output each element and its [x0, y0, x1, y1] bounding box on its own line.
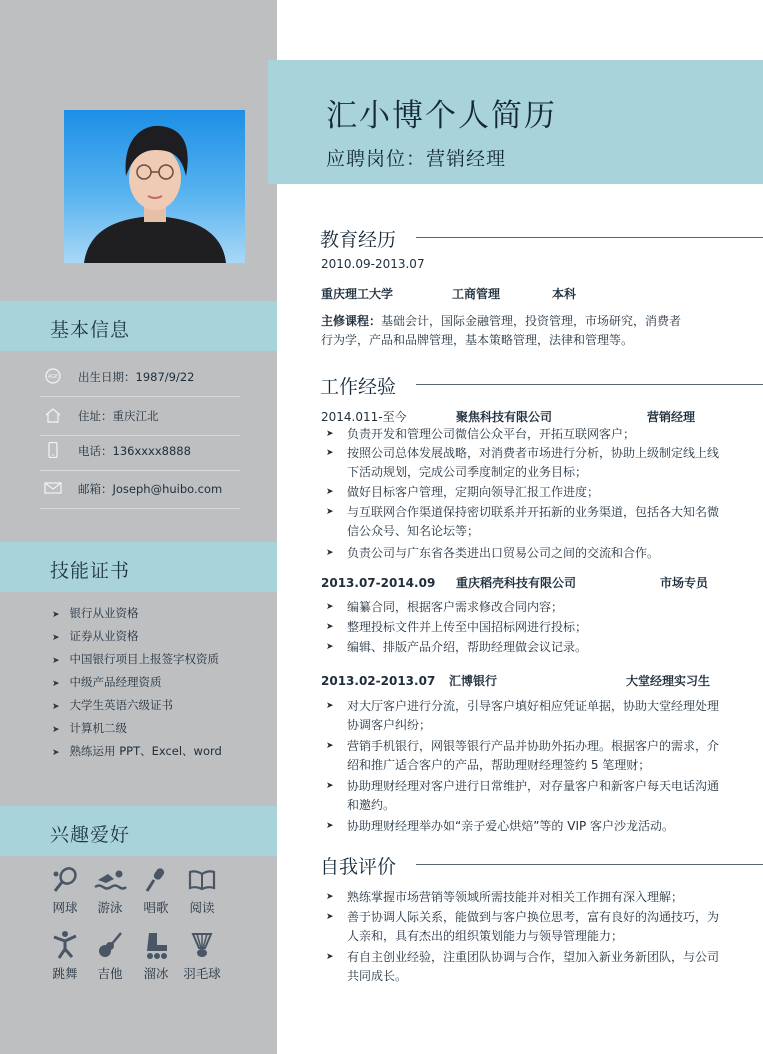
job-duty: ➤ 编辑、排版产品介绍，帮助经理做会议记录。	[326, 640, 588, 654]
email-text: 邮箱：Joseph@huibo.com	[78, 482, 223, 496]
tennis-icon	[51, 866, 79, 894]
section-divider	[416, 384, 763, 385]
hobby-label: 吉他	[97, 966, 123, 981]
basic-info-band	[0, 301, 277, 351]
job-company: 汇博银行	[449, 674, 498, 688]
hobby-guitar	[90, 930, 130, 982]
section-divider	[416, 864, 763, 865]
email-icon	[44, 480, 62, 496]
self-eval-item: ➤ 善于协调人际关系，能做到与客户换位思考，富有良好的沟通技巧，为人亲和，具有杰出的组织策划能力与领导管理能力；	[326, 910, 720, 943]
hobby-label: 网球	[52, 900, 78, 915]
swimming-icon	[93, 866, 127, 894]
self-eval-title: 自我评价	[320, 856, 397, 878]
courses-line2: 行为学，产品和品牌管理，基本策略管理，法律和管理等。	[321, 333, 634, 347]
email-row	[40, 476, 240, 509]
hobby-label: 阅读	[189, 900, 215, 915]
hobby-label: 羽毛球	[183, 966, 221, 981]
job-duty: ➤ 按照公司总体发展战略，对消费者市场进行分析，协助上级制定线上线下活动规划，完成公司季度制定的业务目标；	[326, 446, 720, 479]
job-company: 重庆稻壳科技有限公司	[456, 576, 577, 590]
education-title: 教育经历	[320, 229, 397, 251]
job-role: 市场专员	[660, 576, 709, 590]
job-duty: ➤ 协助理财经理举办如“亲子爱心烘焙”等的 VIP 客户沙龙活动。	[326, 819, 675, 833]
skill-item: ➤ 计算机二级	[52, 720, 127, 736]
job-role: 大堂经理实习生	[626, 674, 711, 688]
job-duty: ➤ 负责开发和管理公司微信公众平台，开拓互联网客户；	[326, 427, 636, 441]
resume-header	[268, 60, 763, 184]
job-duty: ➤ 对大厅客户进行分流，引导客户填好相应凭证单据，协助大堂经理处理协调客户纠纷；	[326, 699, 720, 732]
address-text: 住址：重庆江北	[78, 409, 159, 423]
job-company: 聚焦科技有限公司	[456, 410, 553, 424]
hobby-skating	[136, 930, 176, 982]
job-period: 2013.02-2013.07	[321, 674, 436, 688]
education-major: 工商管理	[452, 287, 501, 301]
basic-info-title: 基本信息	[50, 319, 131, 341]
skill-item: ➤ 熟练运用 PPT、Excel、word	[52, 743, 222, 759]
work-title: 工作经验	[320, 376, 397, 398]
skills-band	[0, 542, 277, 592]
profile-photo	[64, 110, 245, 263]
skill-item: ➤ 银行从业资格	[52, 605, 139, 621]
hobby-reading	[182, 866, 222, 916]
hobby-label: 跳舞	[52, 966, 78, 981]
education-school: 重庆理工大学	[321, 287, 394, 301]
hobby-label: 游泳	[97, 900, 123, 915]
sidebar	[0, 0, 277, 1054]
birthday-icon	[44, 368, 62, 384]
svg-text:AGE: AGE	[47, 374, 59, 380]
job-duty: ➤ 协助理财经理对客户进行日常维护，对存量客户和新客户每天电话沟通和邀约。	[326, 779, 720, 812]
book-icon	[187, 866, 217, 894]
courses-label: 主修课程：	[321, 314, 382, 328]
skills-title: 技能证书	[50, 560, 131, 582]
applied-position: 应聘岗位：营销经理	[326, 148, 507, 170]
section-divider	[416, 237, 763, 238]
hobby-badminton	[182, 930, 222, 982]
job-duty: ➤ 整理投标文件并上传至中国招标网进行投标；	[326, 620, 588, 634]
guitar-icon	[96, 930, 124, 960]
courses-line1: 基础会计，国际金融管理，投资管理，市场研究，消费者	[381, 314, 682, 328]
hobbies-band	[0, 806, 277, 856]
birth-row	[40, 364, 240, 397]
hobby-label: 溜冰	[143, 966, 169, 981]
job-role: 营销经理	[647, 410, 696, 424]
resume-title: 汇小博个人简历	[326, 98, 557, 134]
education-degree: 本科	[552, 287, 577, 301]
skill-item: ➤ 证券从业资格	[52, 628, 139, 644]
hobby-label: 唱歌	[143, 900, 169, 915]
microphone-icon	[142, 866, 170, 894]
hobby-swimming	[90, 866, 130, 916]
job-duty: ➤ 与互联网合作渠道保持密切联系并开拓新的业务渠道，包括各大知名微信公众号、知名论坛等；	[326, 505, 720, 538]
education-courses	[321, 312, 681, 331]
job-period: 2014.011-至今	[321, 410, 407, 424]
job-duty: ➤ 编纂合同，根据客户需求修改合同内容；	[326, 600, 564, 614]
phone-text: 电话：136xxxx8888	[78, 444, 191, 458]
hobby-dance	[45, 930, 85, 982]
address-row	[40, 403, 240, 436]
birth-text: 出生日期：1987/9/22	[78, 370, 195, 384]
hobby-singing	[136, 866, 176, 916]
hobbies-title: 兴趣爱好	[50, 824, 131, 846]
job-duty: ➤ 做好目标客户管理，定期向领导汇报工作进度；	[326, 485, 600, 499]
job-duty: ➤ 负责公司与广东省各类进出口贸易公司之间的交流和合作。	[326, 546, 660, 560]
job-duty: ➤ 营销手机银行，网银等银行产品并协助外拓办理。根据客户的需求，介绍和推广适合客户的产品，帮助理财经理签约 5 笔理财；	[326, 739, 720, 772]
dance-icon	[51, 930, 79, 960]
self-eval-item: ➤ 熟练掌握市场营销等领域所需技能并对相关工作拥有深入理解；	[326, 890, 684, 904]
skill-item: ➤ 大学生英语六级证书	[52, 697, 173, 713]
phone-icon	[44, 442, 62, 458]
skill-item: ➤ 中国银行项目上报签字权资质	[52, 651, 219, 667]
self-eval-item: ➤ 有自主创业经验，注重团队协调与合作，望加入新业务新团队，与公司共同成长。	[326, 950, 720, 983]
education-period: 2010.09-2013.07	[321, 257, 425, 271]
phone-row	[40, 438, 240, 471]
home-icon	[44, 407, 62, 423]
hobby-tennis	[45, 866, 85, 916]
job-period: 2013.07-2014.09	[321, 576, 436, 590]
badminton-icon	[187, 930, 217, 960]
skill-item: ➤ 中级产品经理资质	[52, 674, 162, 690]
skate-icon	[141, 930, 171, 960]
